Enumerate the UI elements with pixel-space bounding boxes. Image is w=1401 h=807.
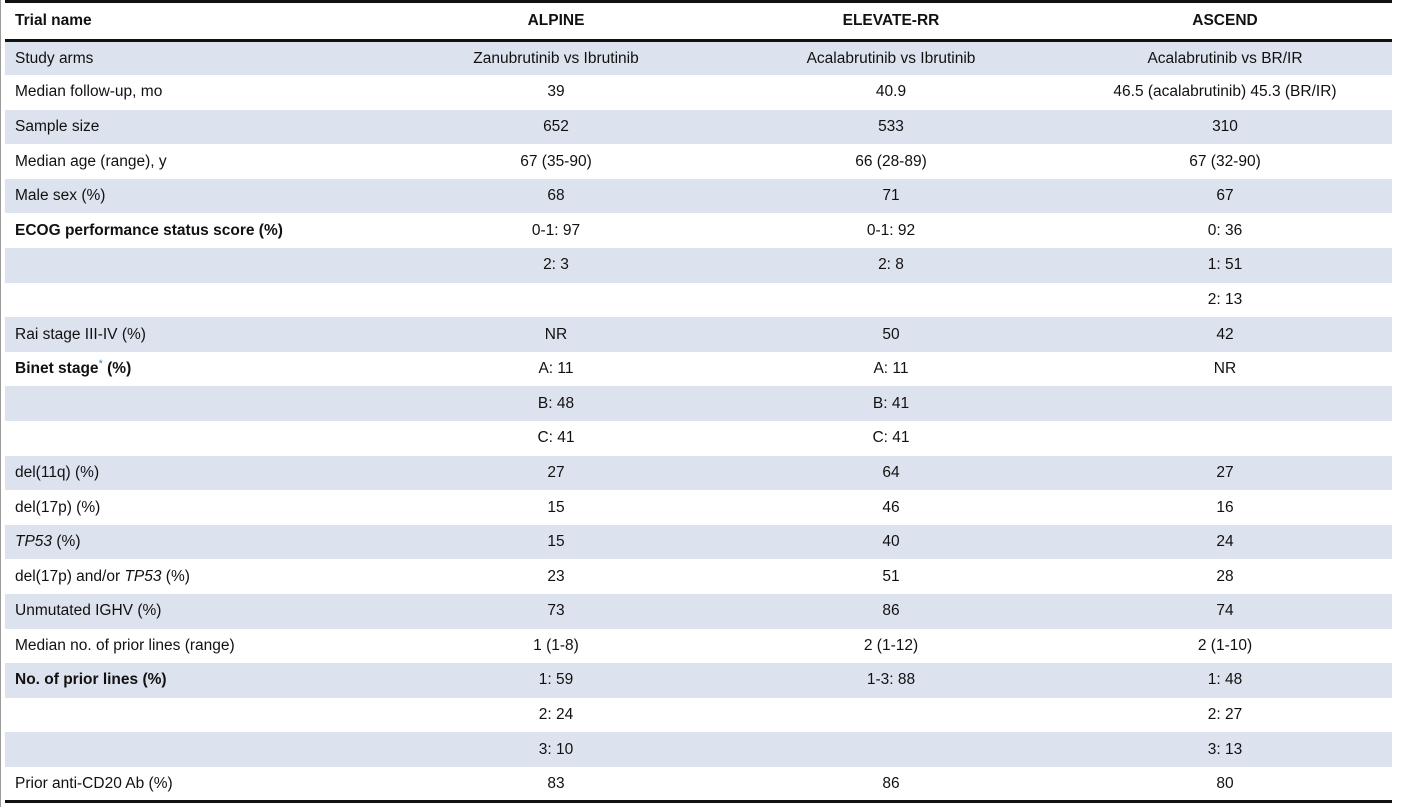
table-row <box>5 698 1392 733</box>
cell-alpine: 73 <box>388 594 724 629</box>
header-trial-name: Trial name <box>5 2 388 41</box>
row-label <box>5 213 388 248</box>
row-label <box>5 525 388 560</box>
row-label-text: Rai stage III-IV (%) <box>15 325 146 343</box>
page-left-edge <box>0 0 1 807</box>
table-row <box>5 352 1392 387</box>
cell-elevate-rr <box>724 732 1058 767</box>
cell-ascend: 42 <box>1058 317 1392 352</box>
cell-ascend: 67 (32-90) <box>1189 152 1261 170</box>
trial-comparison-table <box>5 0 1392 803</box>
cell-ascend <box>1058 386 1392 421</box>
cell-elevate-rr: 40 <box>724 525 1058 560</box>
cell-alpine: NR <box>388 317 724 352</box>
row-label <box>5 317 388 352</box>
footnote-marker[interactable]: * <box>98 357 103 370</box>
cell-alpine: 27 <box>388 456 724 491</box>
header-ascend: ASCEND <box>1058 2 1392 41</box>
cell-elevate-rr: 2: 8 <box>724 248 1058 283</box>
row-label-text: Male sex (%) <box>15 187 106 205</box>
row-label <box>5 594 388 629</box>
cell-ascend: 3: 13 <box>1058 732 1392 767</box>
table-row <box>5 663 1392 698</box>
cell-alpine: 1 (1-8) <box>533 636 579 654</box>
cell-alpine: 15 <box>388 525 724 560</box>
row-label-text: Prior anti-CD20 Ab (%) <box>15 774 173 792</box>
cell-ascend: 74 <box>1058 594 1392 629</box>
row-label <box>5 179 388 214</box>
table-row <box>5 179 1392 214</box>
row-label-text: del(17p) and/or <box>15 567 125 585</box>
cell-elevate-rr: 2 (1-12) <box>863 636 919 654</box>
cell-alpine: 2: 24 <box>538 706 574 724</box>
cell-ascend: 16 <box>1216 498 1234 516</box>
cell-elevate-rr: 86 <box>724 767 1058 802</box>
table-row <box>5 75 1392 110</box>
cell-elevate-rr: 66 (28-89) <box>855 152 927 170</box>
cell-alpine: 652 <box>388 110 724 145</box>
cell-ascend: 0: 36 <box>1207 221 1243 239</box>
table-row <box>5 110 1392 145</box>
cell-alpine <box>388 283 724 318</box>
cell-elevate-rr: A: 11 <box>873 360 909 378</box>
table-row <box>5 248 1392 283</box>
cell-elevate-rr <box>724 283 1058 318</box>
cell-ascend: 310 <box>1058 110 1392 145</box>
row-label-gene: TP53 <box>15 533 53 551</box>
table-body <box>5 41 1392 802</box>
cell-ascend: 1: 48 <box>1058 663 1392 698</box>
cell-elevate-rr: 0-1: 92 <box>866 221 916 239</box>
cell-ascend: 2: 27 <box>1207 706 1243 724</box>
row-label <box>5 41 388 76</box>
row-label <box>5 144 388 179</box>
table-row <box>5 490 1392 525</box>
row-label-text: Median age (range), y <box>15 152 167 170</box>
cell-elevate-rr: Acalabrutinib vs Ibrutinib <box>724 41 1058 76</box>
cell-alpine: 23 <box>547 567 565 585</box>
header-row <box>5 2 1392 41</box>
cell-alpine: 2: 3 <box>388 248 724 283</box>
table-row <box>5 559 1392 594</box>
row-label-text: ECOG performance status score (%) <box>15 221 283 239</box>
row-label-text: Sample size <box>15 117 100 135</box>
cell-ascend: 80 <box>1058 767 1392 802</box>
row-label-suffix: (%) <box>52 533 81 551</box>
cell-alpine: Zanubrutinib vs Ibrutinib <box>388 41 724 76</box>
row-label-suffix: (%) <box>161 567 190 585</box>
cell-elevate-rr: 533 <box>724 110 1058 145</box>
row-label <box>5 110 388 145</box>
row-label <box>5 732 388 767</box>
table-row <box>5 421 1392 456</box>
row-label-text: Binet stage <box>15 360 99 378</box>
cell-alpine: 67 (35-90) <box>520 152 592 170</box>
cell-alpine: 1: 59 <box>388 663 724 698</box>
cell-elevate-rr: 40.9 <box>875 83 907 101</box>
row-label <box>5 559 388 594</box>
cell-alpine: 15 <box>547 498 565 516</box>
cell-ascend: Acalabrutinib vs BR/IR <box>1058 41 1392 76</box>
row-label-text: Median no. of prior lines (range) <box>15 636 235 654</box>
header-alpine: ALPINE <box>388 2 724 41</box>
cell-alpine: 3: 10 <box>388 732 724 767</box>
cell-elevate-rr: 50 <box>724 317 1058 352</box>
table-header <box>5 2 1392 41</box>
row-label <box>5 456 388 491</box>
row-label <box>5 248 388 283</box>
row-label <box>5 386 388 421</box>
header-elevate-rr: ELEVATE-RR <box>724 2 1058 41</box>
cell-alpine: 68 <box>388 179 724 214</box>
cell-alpine: A: 11 <box>538 360 574 378</box>
row-label <box>5 663 388 698</box>
cell-ascend: 28 <box>1216 567 1234 585</box>
row-label-suffix: (%) <box>102 360 132 378</box>
cell-elevate-rr: 51 <box>882 567 900 585</box>
cell-elevate-rr: C: 41 <box>872 429 910 447</box>
row-label <box>5 490 388 525</box>
cell-ascend: 27 <box>1058 456 1392 491</box>
cell-ascend: NR <box>1213 360 1237 378</box>
table-row <box>5 629 1392 664</box>
table-row <box>5 213 1392 248</box>
row-label <box>5 767 388 802</box>
cell-alpine: 83 <box>388 767 724 802</box>
cell-ascend: 46.5 (acalabrutinib) 45.3 (BR/IR) <box>1113 83 1337 101</box>
row-label-text: Unmutated IGHV (%) <box>15 602 162 620</box>
table-row <box>5 767 1392 802</box>
cell-elevate-rr: 64 <box>724 456 1058 491</box>
cell-alpine: B: 48 <box>388 386 724 421</box>
table-row <box>5 41 1392 76</box>
table-row <box>5 386 1392 421</box>
row-label <box>5 698 388 733</box>
row-label <box>5 421 388 456</box>
cell-elevate-rr: 86 <box>724 594 1058 629</box>
cell-elevate-rr <box>724 698 1058 733</box>
row-label <box>5 352 388 387</box>
cell-elevate-rr: 71 <box>724 179 1058 214</box>
cell-elevate-rr: 46 <box>882 498 900 516</box>
table-row <box>5 732 1392 767</box>
cell-ascend: 24 <box>1058 525 1392 560</box>
cell-ascend: 67 <box>1058 179 1392 214</box>
row-label-text: del(11q) (%) <box>15 463 100 481</box>
cell-alpine: 39 <box>547 83 565 101</box>
row-label-text: Study arms <box>15 49 94 67</box>
table-row <box>5 525 1392 560</box>
cell-elevate-rr: B: 41 <box>724 386 1058 421</box>
cell-elevate-rr: 1-3: 88 <box>724 663 1058 698</box>
table-row <box>5 283 1392 318</box>
cell-alpine: 0-1: 97 <box>531 221 581 239</box>
row-label <box>5 75 388 110</box>
cell-ascend: 2 (1-10) <box>1197 636 1253 654</box>
row-label-text: del(17p) (%) <box>15 498 101 516</box>
row-label <box>5 283 388 318</box>
row-label <box>5 629 388 664</box>
row-label-text: No. of prior lines (%) <box>15 671 167 689</box>
cell-ascend: 1: 51 <box>1058 248 1392 283</box>
row-label-gene: TP53 <box>124 567 162 585</box>
cell-ascend <box>1058 421 1392 456</box>
row-label-text: Median follow-up, mo <box>15 83 163 101</box>
table-row <box>5 456 1392 491</box>
table-row <box>5 144 1392 179</box>
table-row <box>5 594 1392 629</box>
cell-alpine: C: 41 <box>537 429 575 447</box>
cell-ascend: 2: 13 <box>1207 290 1243 308</box>
table-row <box>5 317 1392 352</box>
